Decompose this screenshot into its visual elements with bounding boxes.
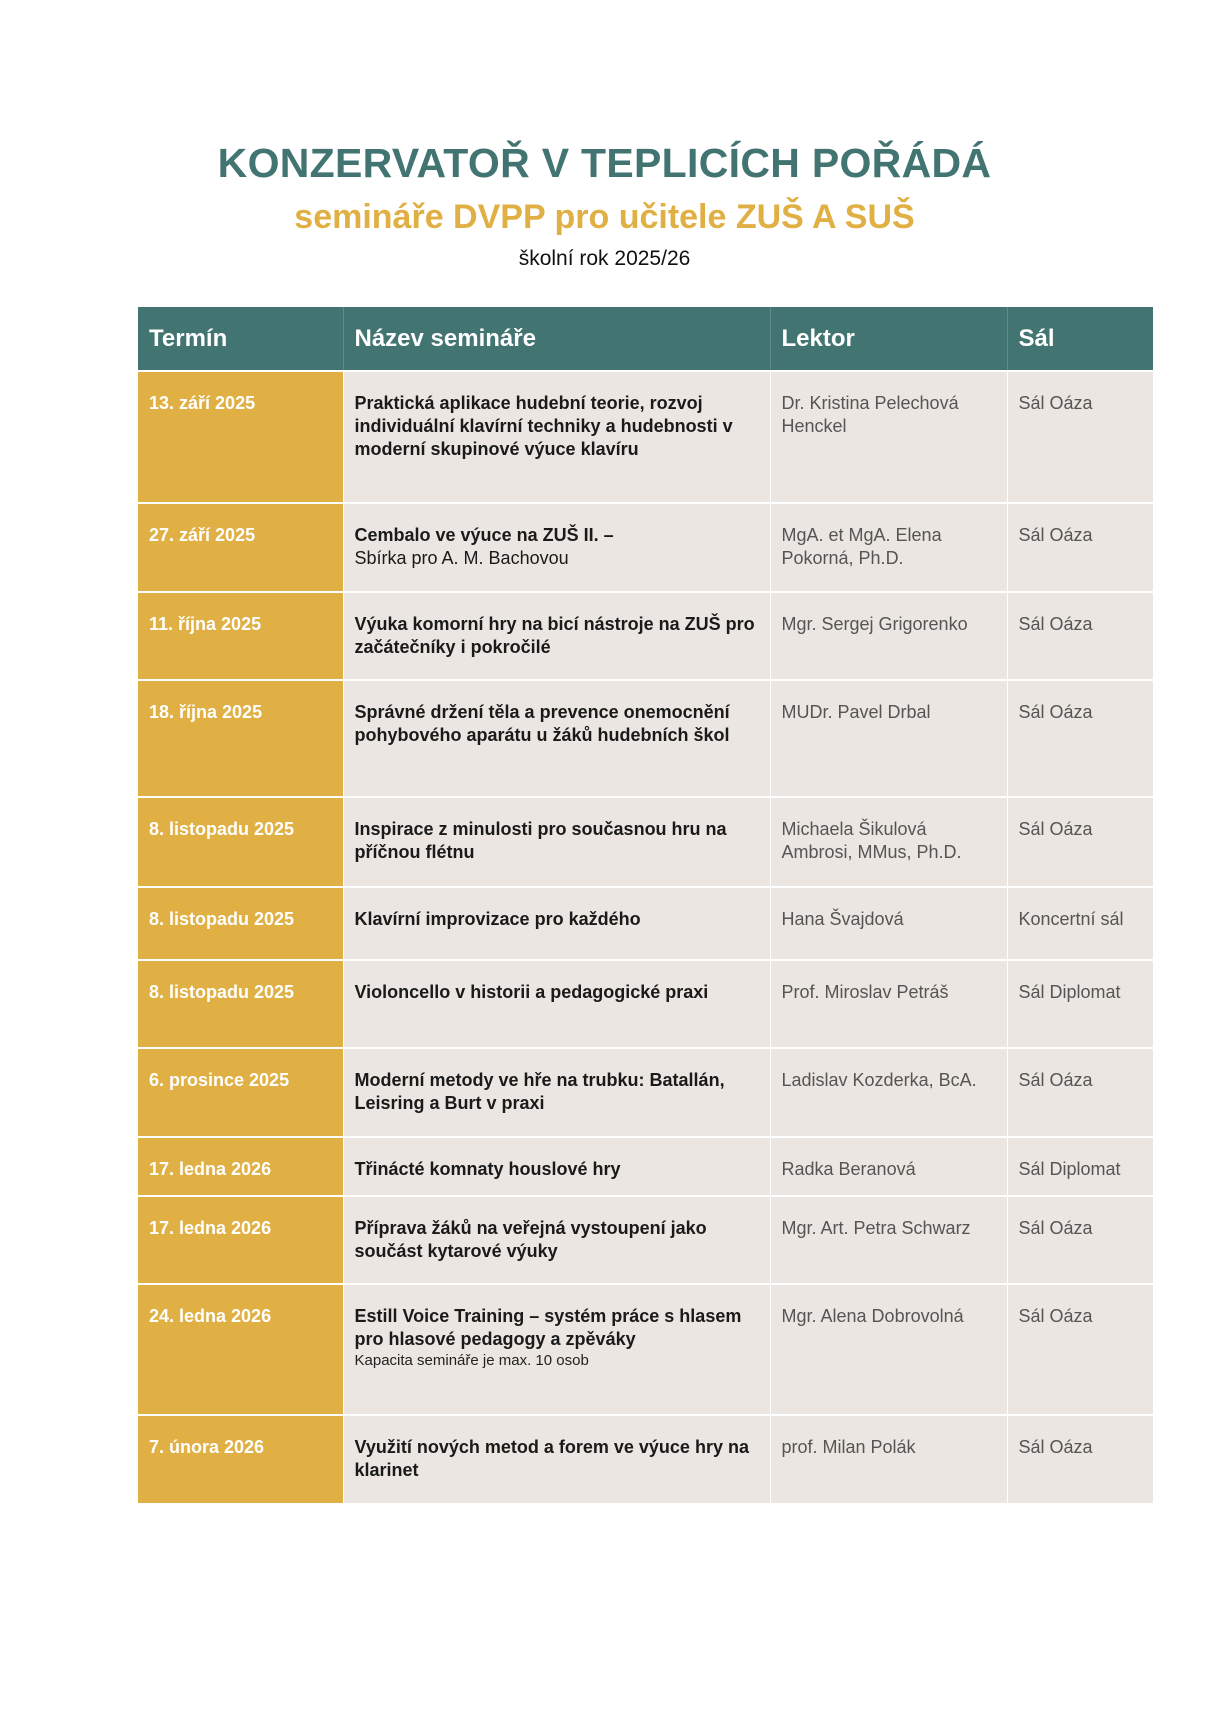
table-row xyxy=(138,960,1153,1048)
seminar-lecturer: Radka Beranová xyxy=(770,1137,1007,1196)
seminar-title: Inspirace z minulosti pro současnou hru na příčnou flétnu xyxy=(354,819,727,862)
column-header-title: Název semináře xyxy=(343,307,770,371)
seminar-table xyxy=(138,307,1153,1503)
table-row xyxy=(138,503,1153,592)
seminar-title-cell xyxy=(343,592,770,680)
seminar-date: 8. listopadu 2025 xyxy=(138,887,343,960)
seminar-lecturer: Mgr. Alena Dobrovolná xyxy=(770,1284,1007,1415)
table-row xyxy=(138,680,1153,797)
seminar-title: Praktická aplikace hudební teorie, rozvoj individuální klavírní techniky a hudebnosti v moderní skupinové výuce klavíru xyxy=(354,393,733,459)
seminar-date: 6. prosince 2025 xyxy=(138,1048,343,1137)
seminar-title-cell xyxy=(343,1284,770,1415)
table-row xyxy=(138,887,1153,960)
seminar-lecturer: Michaela Šikulová Ambrosi, MMus, Ph.D. xyxy=(770,797,1007,887)
seminar-title-cell xyxy=(343,1415,770,1503)
seminar-title-cell xyxy=(343,960,770,1048)
seminar-title: Klavírní improvizace pro každého xyxy=(354,909,641,929)
seminar-lecturer: Hana Švajdová xyxy=(770,887,1007,960)
column-header-lecturer: Lektor xyxy=(770,307,1007,371)
table-row xyxy=(138,371,1153,503)
seminar-date: 27. září 2025 xyxy=(138,503,343,592)
seminar-date: 17. ledna 2026 xyxy=(138,1196,343,1284)
seminar-lecturer: MgA. et MgA. Elena Pokorná, Ph.D. xyxy=(770,503,1007,592)
seminar-date: 24. ledna 2026 xyxy=(138,1284,343,1415)
seminar-lecturer: Mgr. Art. Petra Schwarz xyxy=(770,1196,1007,1284)
seminar-title: Správné držení těla a prevence onemocnění pohybového aparátu u žáků hudebních škol xyxy=(354,702,730,745)
seminar-room: Koncertní sál xyxy=(1007,887,1153,960)
seminar-date: 8. listopadu 2025 xyxy=(138,960,343,1048)
seminar-room: Sál Oáza xyxy=(1007,797,1153,887)
seminar-lecturer: MUDr. Pavel Drbal xyxy=(770,680,1007,797)
seminar-note: Kapacita semináře je max. 10 osob xyxy=(354,1352,589,1369)
seminar-date: 11. října 2025 xyxy=(138,592,343,680)
seminar-date: 8. listopadu 2025 xyxy=(138,797,343,887)
seminar-room: Sál Oáza xyxy=(1007,1284,1153,1415)
seminar-date: 13. září 2025 xyxy=(138,371,343,503)
seminar-title: Moderní metody ve hře na trubku: Batallán, Leisring a Burt v praxi xyxy=(354,1070,725,1113)
seminar-title: Příprava žáků na veřejná vystoupení jako součást kytarové výuky xyxy=(354,1218,707,1261)
seminar-room: Sál Diplomat xyxy=(1007,1137,1153,1196)
seminar-title: Cembalo ve výuce na ZUŠ II. – xyxy=(354,525,614,545)
seminar-lecturer: Mgr. Sergej Grigorenko xyxy=(770,592,1007,680)
seminar-subtitle: Sbírka pro A. M. Bachovou xyxy=(354,548,569,568)
seminar-room: Sál Oáza xyxy=(1007,680,1153,797)
table-row xyxy=(138,592,1153,680)
seminar-title-cell xyxy=(343,371,770,503)
seminar-date: 17. ledna 2026 xyxy=(138,1137,343,1196)
seminar-lecturer: prof. Milan Polák xyxy=(770,1415,1007,1503)
seminar-title-cell xyxy=(343,887,770,960)
seminar-lecturer: Ladislav Kozderka, BcA. xyxy=(770,1048,1007,1137)
seminar-room: Sál Oáza xyxy=(1007,503,1153,592)
table-header-row xyxy=(138,307,1153,371)
table-row xyxy=(138,1137,1153,1196)
seminar-lecturer: Prof. Miroslav Petráš xyxy=(770,960,1007,1048)
seminar-room: Sál Oáza xyxy=(1007,1415,1153,1503)
seminar-date: 7. února 2026 xyxy=(138,1415,343,1503)
table-row xyxy=(138,797,1153,887)
table-row xyxy=(138,1415,1153,1503)
seminar-title-cell xyxy=(343,1048,770,1137)
seminar-title: Využití nových metod a forem ve výuce hry na klarinet xyxy=(354,1437,749,1480)
table-row xyxy=(138,1048,1153,1137)
table-row xyxy=(138,1196,1153,1284)
seminar-title-cell xyxy=(343,503,770,592)
seminar-title-cell xyxy=(343,797,770,887)
seminar-title-cell xyxy=(343,680,770,797)
table-row xyxy=(138,1284,1153,1415)
seminar-date: 18. října 2025 xyxy=(138,680,343,797)
seminar-room: Sál Oáza xyxy=(1007,371,1153,503)
seminar-title-cell xyxy=(343,1196,770,1284)
column-header-room: Sál xyxy=(1007,307,1153,371)
seminar-room: Sál Oáza xyxy=(1007,1048,1153,1137)
school-year: školní rok 2025/26 xyxy=(518,247,691,270)
seminar-title-cell xyxy=(343,1137,770,1196)
seminar-title: Třinácté komnaty houslové hry xyxy=(354,1159,621,1179)
seminar-room: Sál Oáza xyxy=(1007,592,1153,680)
column-header-date: Termín xyxy=(138,307,343,371)
seminar-title: Estill Voice Training – systém práce s hlasem pro hlasové pedagogy a zpěváky xyxy=(354,1306,742,1349)
page-title: KONZERVATOŘ V TEPLICÍCH POŘÁDÁ xyxy=(217,140,992,186)
seminar-room: Sál Diplomat xyxy=(1007,960,1153,1048)
page-subtitle: semináře DVPP pro učitele ZUŠ A SUŠ xyxy=(294,198,915,236)
seminar-title: Výuka komorní hry na bicí nástroje na ZUŠ pro začátečníky i pokročilé xyxy=(354,614,755,657)
seminar-lecturer: Dr. Kristina Pelechová Henckel xyxy=(770,371,1007,503)
seminar-room: Sál Oáza xyxy=(1007,1196,1153,1284)
seminar-title: Violoncello v historii a pedagogické praxi xyxy=(354,982,709,1002)
